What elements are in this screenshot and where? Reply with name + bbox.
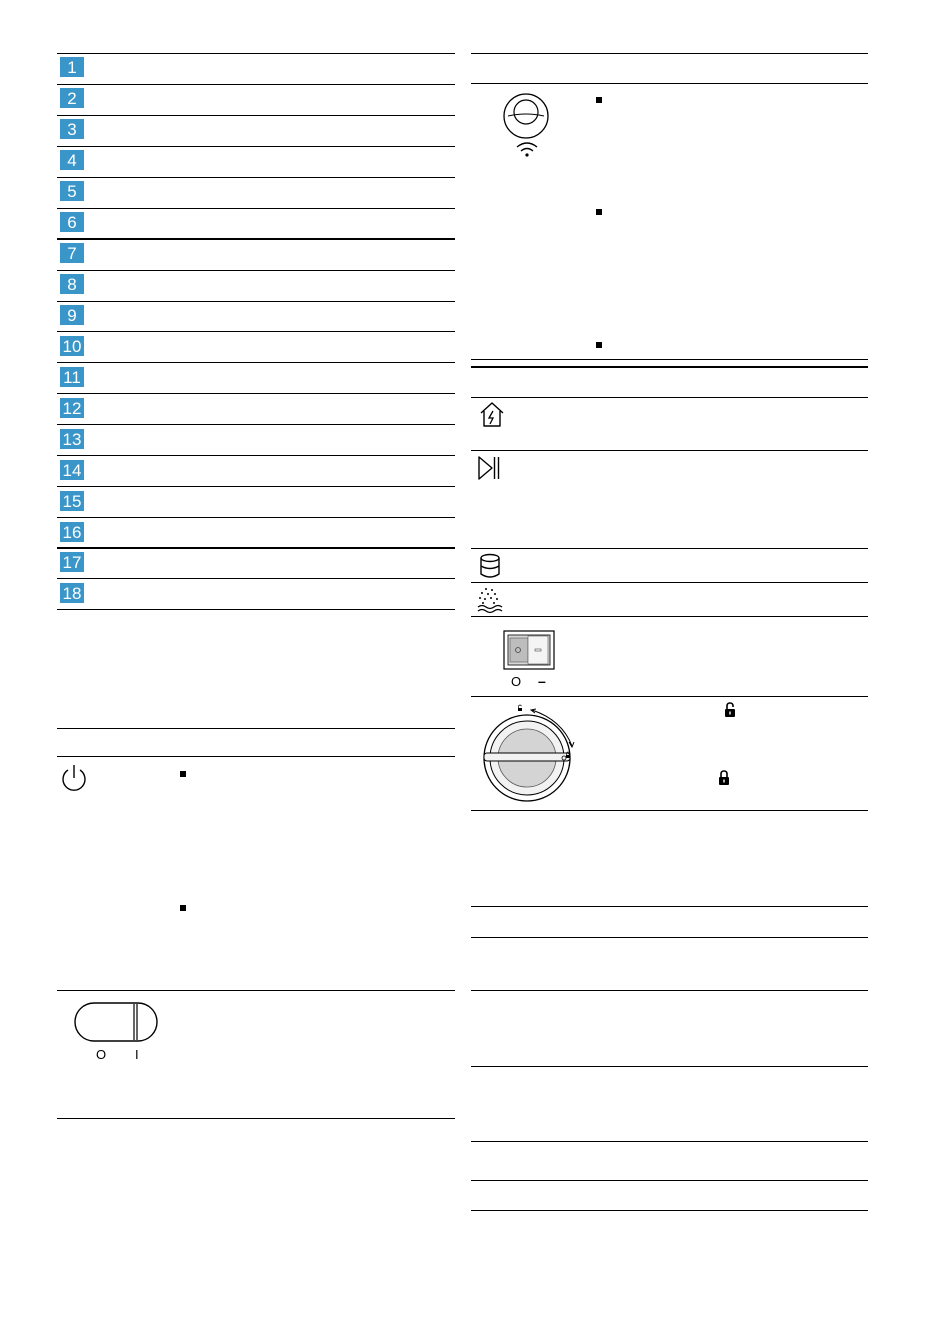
legend-number: 3: [60, 119, 84, 139]
legend-number: 1: [60, 57, 84, 77]
main-switch-off-label: O: [511, 674, 522, 689]
legend-number: 12: [60, 398, 84, 418]
bullet-point: [180, 905, 186, 911]
main-switch-icon: [503, 630, 555, 670]
legend-rule: [57, 578, 455, 579]
table-rule: [471, 810, 868, 811]
table-rule: [471, 548, 868, 549]
legend-rule: [57, 84, 455, 85]
legend-number: 15: [60, 491, 84, 511]
legend-rule: [57, 362, 455, 363]
legend-rule: [57, 486, 455, 487]
legend-number: 4: [60, 150, 84, 170]
table-header-rule: [471, 83, 868, 84]
legend-rule: [57, 424, 455, 425]
legend-rule: [57, 177, 455, 178]
table-rule: [471, 1210, 868, 1211]
legend-number: 17: [60, 552, 84, 572]
remote-start-knob-icon: [502, 92, 550, 140]
legend-rule: [57, 393, 455, 394]
table-rule: [471, 990, 868, 991]
legend-rule: [57, 517, 455, 518]
legend-rule: [57, 301, 455, 302]
table-header-rule: [471, 397, 868, 398]
bullet-point: [596, 209, 602, 215]
legend-number: 13: [60, 429, 84, 449]
start-pause-icon: [477, 455, 501, 481]
table-header-rule: [471, 53, 868, 54]
table-rule: [57, 990, 455, 991]
legend-number: 7: [60, 243, 84, 263]
padlock-open-icon: [724, 702, 736, 718]
legend-rule: [57, 609, 455, 610]
wifi-icon: [515, 141, 539, 159]
bullet-point: [596, 97, 602, 103]
legend-number: 2: [60, 88, 84, 108]
legend-rule: [57, 115, 455, 116]
bullet-point: [180, 771, 186, 777]
legend-rule: [57, 331, 455, 332]
rocker-switch-icon: [74, 1002, 158, 1042]
table-rule: [471, 1141, 868, 1142]
table-header-rule: [57, 756, 455, 757]
rocker-off-label: O: [96, 1047, 107, 1062]
legend-rule: [57, 455, 455, 456]
power-icon: [60, 764, 88, 794]
legend-number: 14: [60, 460, 84, 480]
legend-rule: [57, 270, 455, 271]
drum-icon: [479, 553, 501, 579]
legend-rule: [57, 53, 455, 54]
rocker-on-label: I: [135, 1047, 139, 1062]
legend-rule: [57, 547, 455, 549]
legend-number: 16: [60, 522, 84, 542]
legend-number: 18: [60, 583, 84, 603]
table-rule: [471, 1180, 868, 1181]
legend-rule: [57, 146, 455, 147]
legend-number: 9: [60, 305, 84, 325]
legend-number: 6: [60, 212, 84, 232]
bullet-point: [596, 342, 602, 348]
legend-rule: [57, 238, 455, 240]
table-rule: [471, 696, 868, 697]
water-softener-icon: [476, 586, 504, 612]
table-rule: [57, 1118, 455, 1119]
main-switch-on-label: –: [538, 673, 546, 689]
padlock-closed-icon: [718, 770, 730, 786]
table-header-rule: [471, 366, 868, 368]
legend-rule: [57, 208, 455, 209]
table-rule: [471, 616, 868, 617]
table-header-rule: [57, 728, 455, 729]
smart-energy-house-icon: [478, 401, 506, 429]
door-lock-dial-icon: [480, 702, 580, 802]
legend-number: 8: [60, 274, 84, 294]
table-rule: [471, 906, 868, 907]
legend-number: 10: [60, 336, 84, 356]
table-rule: [471, 582, 868, 583]
table-rule: [471, 450, 868, 451]
legend-number: 5: [60, 181, 84, 201]
table-rule: [471, 1066, 868, 1067]
table-rule: [471, 937, 868, 938]
table-rule: [471, 359, 868, 360]
legend-number: 11: [60, 367, 84, 387]
